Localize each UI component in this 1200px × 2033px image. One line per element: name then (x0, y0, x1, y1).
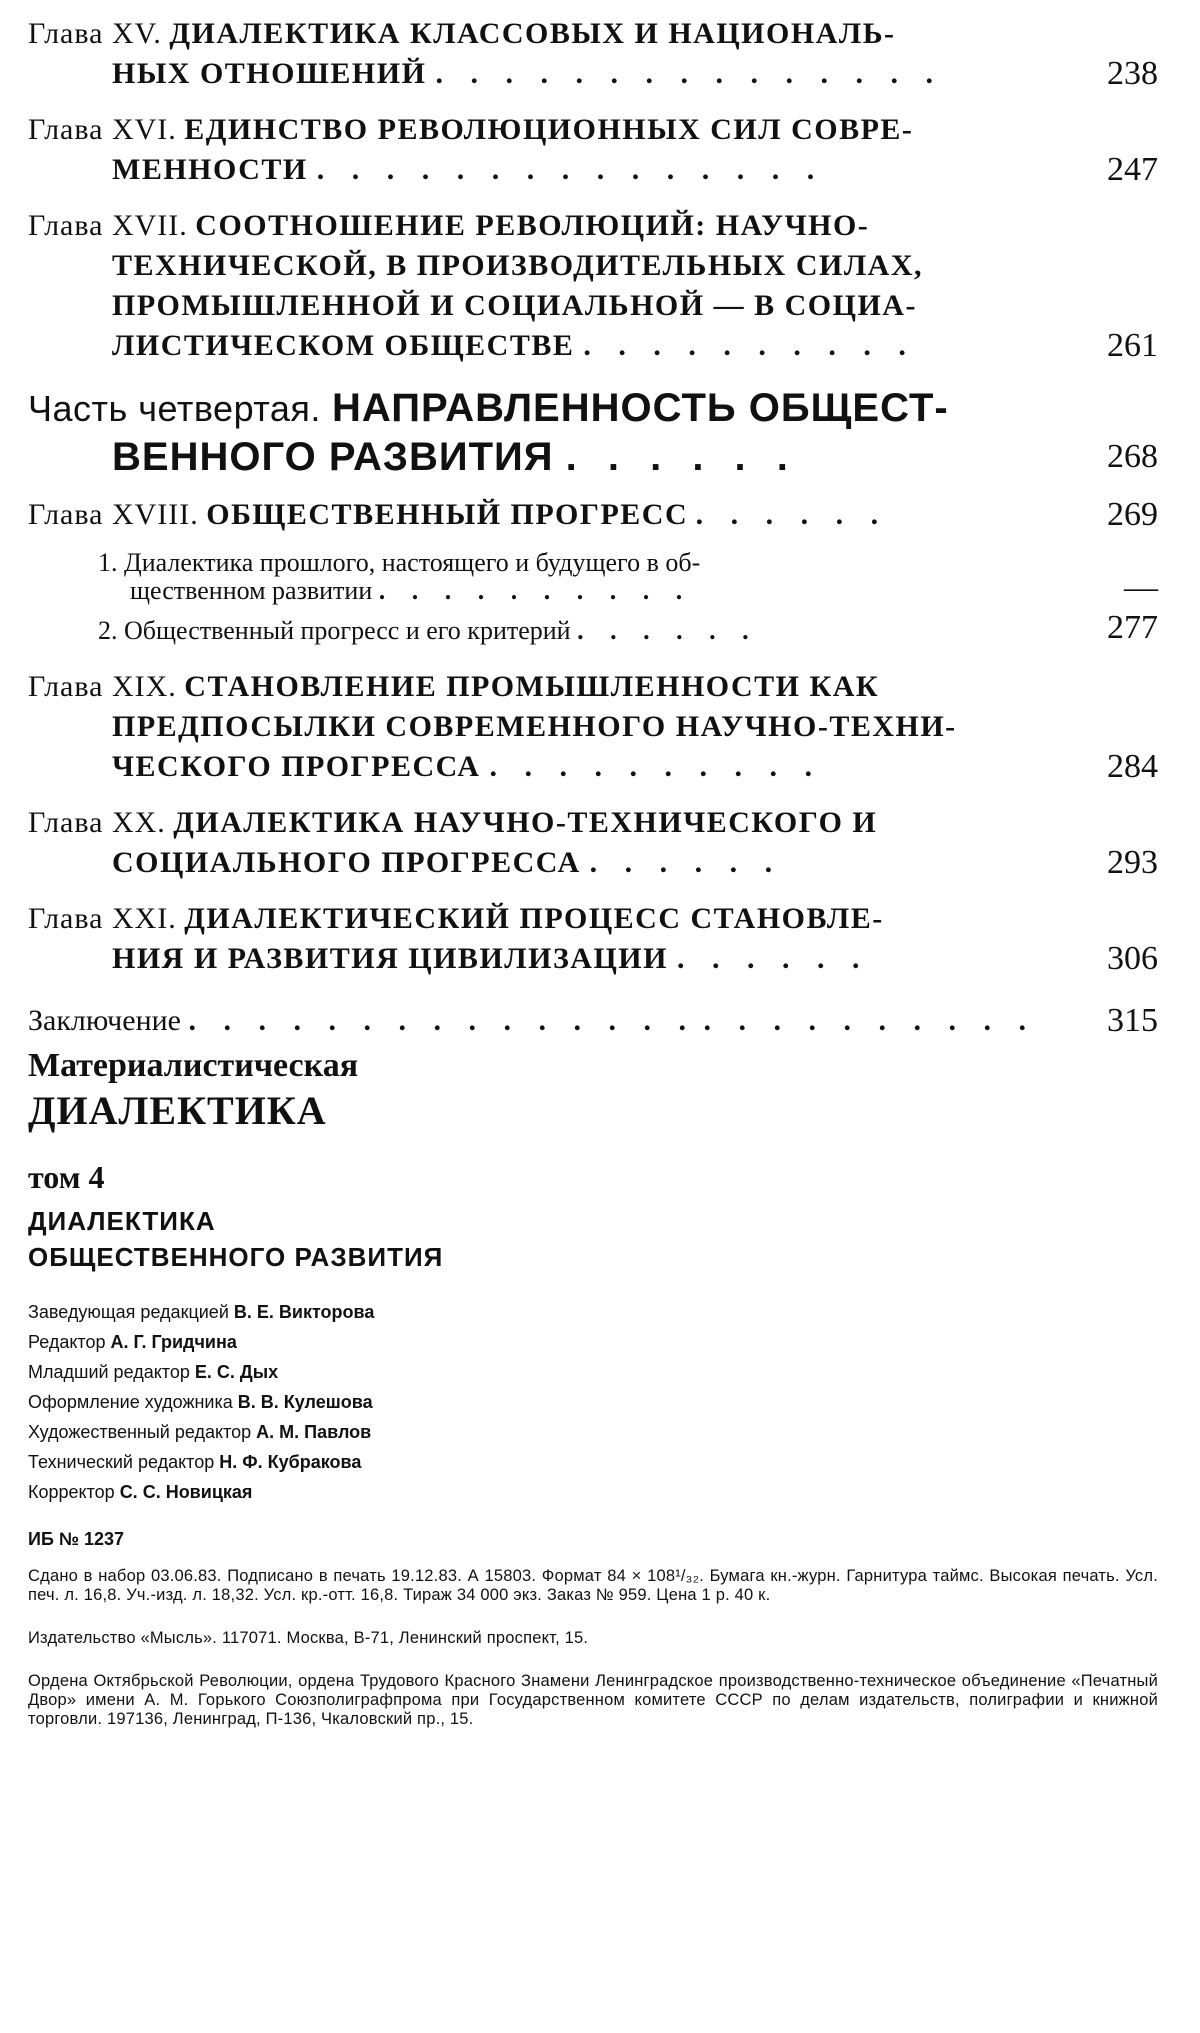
dot-leader: . . . . . . . . . . (583, 329, 916, 362)
staff-entry (28, 1327, 1158, 1357)
toc-entry-chapter-21 (28, 899, 1158, 979)
staff-role: Художественный редактор (28, 1422, 252, 1442)
staff-entry (28, 1417, 1158, 1447)
chapter-title: ЕДИНСТВО РЕВОЛЮЦИОННЫХ СИЛ СОВРЕ- (184, 113, 914, 146)
chapter-label: Глава XV. (28, 17, 162, 50)
staff-list (28, 1297, 1158, 1507)
toc-entry-chapter-15 (28, 14, 1158, 94)
toc-entry-part-4 (28, 384, 1158, 481)
page-number: 277 (1107, 609, 1158, 646)
subsection-title-cont: щественном развитии (130, 576, 373, 605)
conclusion-label: Заключение (28, 1004, 181, 1037)
chapter-title-cont: ПРОМЫШЛЕННОЙ И СОЦИАЛЬНОЙ — В СОЦИА- (112, 289, 917, 322)
page-number: — (1124, 569, 1158, 606)
subsection-title: Диалектика прошлого, настоящего и будущего в об- (124, 548, 701, 577)
dot-leader: . . . . . . (565, 435, 798, 479)
staff-entry (28, 1297, 1158, 1327)
dot-leader: . . . . . . . . . . (489, 750, 822, 783)
toc-entry-chapter-20 (28, 803, 1158, 883)
chapter-label: Глава XXI. (28, 902, 177, 935)
part-label: Часть четвертая. (28, 388, 321, 429)
chapter-title-cont: ЛИСТИЧЕСКОМ ОБЩЕСТВЕ (112, 329, 575, 362)
volume-title (28, 1203, 1158, 1275)
page-number: 247 (1107, 151, 1158, 188)
chapter-title: ОБЩЕСТВЕННЫЙ ПРОГРЕСС (206, 498, 689, 531)
print-details: Сдано в набор 03.06.83. Подписано в печать 19.12.83. А 15803. Формат 84 × 108¹/₃₂. Бумага кн.-журн. Гарнитура таймс. Высокая печать. Усл. печ. л. 16,8. Уч.-изд. л. 18,32. Усл. кр.-отт. 16,8. Тираж 34 000 экз. Заказ № 959. Цена 1 р. 40 к. (28, 1567, 1158, 1604)
page-number: 261 (1107, 327, 1158, 364)
volume-number: том 4 (28, 1159, 105, 1195)
chapter-label: Глава XIX. (28, 670, 177, 703)
table-of-contents (28, 14, 1158, 1057)
page-number: 284 (1107, 748, 1158, 785)
toc-entry-chapter-18 (28, 495, 1158, 535)
publisher-address: Издательство «Мысль». 117071. Москва, В-71, Ленинский проспект, 15. (28, 1629, 589, 1647)
toc-entry-chapter-17 (28, 206, 1158, 366)
staff-role: Редактор (28, 1332, 106, 1352)
volume-title-line: ОБЩЕСТВЕННОГО РАЗВИТИЯ (28, 1242, 444, 1272)
volume-title-line: ДИАЛЕКТИКА (28, 1206, 216, 1236)
toc-subsection-2 (98, 609, 1158, 646)
staff-entry (28, 1447, 1158, 1477)
chapter-label: Глава XVII. (28, 209, 188, 242)
chapter-title-cont: ПРЕДПОСЫЛКИ СОВРЕМЕННОГО НАУЧНО-ТЕХНИ- (112, 710, 957, 743)
dot-leader: . . . . . . . . . . (378, 576, 693, 605)
chapter-title-cont: ТЕХНИЧЕСКОЙ, В ПРОИЗВОДИТЕЛЬНЫХ СИЛАХ, (112, 249, 923, 282)
staff-name: Н. Ф. Кубракова (219, 1452, 362, 1472)
staff-name: В. В. Кулешова (237, 1392, 373, 1412)
staff-role: Оформление художника (28, 1392, 233, 1412)
chapter-label: Глава XVI. (28, 113, 177, 146)
subsection-number: 2. (98, 616, 118, 645)
chapter-title: СООТНОШЕНИЕ РЕВОЛЮЦИЙ: НАУЧНО- (195, 209, 870, 242)
ib-number: ИБ № 1237 (28, 1529, 124, 1549)
staff-entry (28, 1477, 1158, 1507)
chapter-title-cont: МЕННОСТИ (112, 153, 308, 186)
staff-name: А. Г. Гридчина (110, 1332, 237, 1352)
staff-name: А. М. Павлов (256, 1422, 372, 1442)
page-number: 268 (1107, 438, 1158, 475)
page-number: 293 (1107, 844, 1158, 881)
book-title: ДИАЛЕКТИКА (28, 1088, 327, 1133)
staff-name: В. Е. Викторова (233, 1302, 375, 1322)
staff-role: Младший редактор (28, 1362, 190, 1382)
staff-name: Е. С. Дых (194, 1362, 279, 1382)
chapter-title: СТАНОВЛЕНИЕ ПРОМЫШЛЕННОСТИ КАК (184, 670, 880, 703)
toc-subsection-1 (98, 549, 1158, 605)
page-number: 269 (1107, 496, 1158, 533)
staff-role: Технический редактор (28, 1452, 215, 1472)
chapter-label: Глава XX. (28, 806, 166, 839)
page-number: 238 (1107, 55, 1158, 92)
book-series: Материалистическая (28, 1047, 359, 1084)
chapter-label: Глава XVIII. (28, 498, 199, 531)
imprint (28, 1045, 1158, 1753)
toc-entry-conclusion (28, 1001, 1158, 1041)
dot-leader: . . . . . . . . . . . . . . . (188, 1004, 696, 1037)
subsection-title: Общественный прогресс и его критерий (124, 616, 571, 645)
chapter-title-cont: НИЯ И РАЗВИТИЯ ЦИВИЛИЗАЦИИ (112, 942, 668, 975)
dot-leader: . . . . . . (589, 846, 783, 879)
subsection-number: 1. (98, 548, 118, 577)
staff-entry (28, 1387, 1158, 1417)
dot-leader: . . . . . . . . . . . . . . . (435, 57, 943, 90)
staff-name: С. С. Новицкая (119, 1482, 253, 1502)
chapter-title-cont: СОЦИАЛЬНОГО ПРОГРЕССА (112, 846, 581, 879)
part-title: НАПРАВЛЕННОСТЬ ОБЩЕСТ- (332, 386, 949, 430)
page-number: 306 (1107, 940, 1158, 977)
staff-entry (28, 1357, 1158, 1387)
staff-role: Корректор (28, 1482, 115, 1502)
page-number: 315 (1107, 1002, 1158, 1039)
dot-leader: . . . . . . (577, 616, 759, 645)
staff-role: Заведующая редакцией (28, 1302, 229, 1322)
chapter-title: ДИАЛЕКТИКА НАУЧНО-ТЕХНИЧЕСКОГО И (173, 806, 878, 839)
part-title-cont: ВЕННОГО РАЗВИТИЯ (112, 435, 554, 479)
toc-entry-chapter-19 (28, 667, 1158, 787)
printer-info: Ордена Октябрьской Революции, ордена Трудового Красного Знамени Ленинградское производственно-техническое объединение «Печатный Двор» имени А. М. Горького Союзполиграфпрома при Государственном комитете СССР по делам издательств, полиграфии и книжной торговли. 197136, Ленинград, П-136, Чкаловский пр., 15. (28, 1672, 1158, 1728)
dot-leader: . . . . . . (695, 498, 889, 531)
chapter-title-cont: НЫХ ОТНОШЕНИЙ (112, 57, 427, 90)
chapter-title: ДИАЛЕКТИЧЕСКИЙ ПРОЦЕСС СТАНОВЛЕ- (184, 902, 884, 935)
toc-entry-chapter-16 (28, 110, 1158, 190)
dot-leader: . . . . . . (676, 942, 870, 975)
dot-leader: . . . . . . . . . . . . . . . (316, 153, 825, 186)
dot-leader: . . . . . . . . . . (703, 1004, 1036, 1037)
chapter-title: ДИАЛЕКТИКА КЛАССОВЫХ И НАЦИОНАЛЬ- (169, 17, 896, 50)
chapter-title-cont: ЧЕСКОГО ПРОГРЕССА (112, 750, 481, 783)
